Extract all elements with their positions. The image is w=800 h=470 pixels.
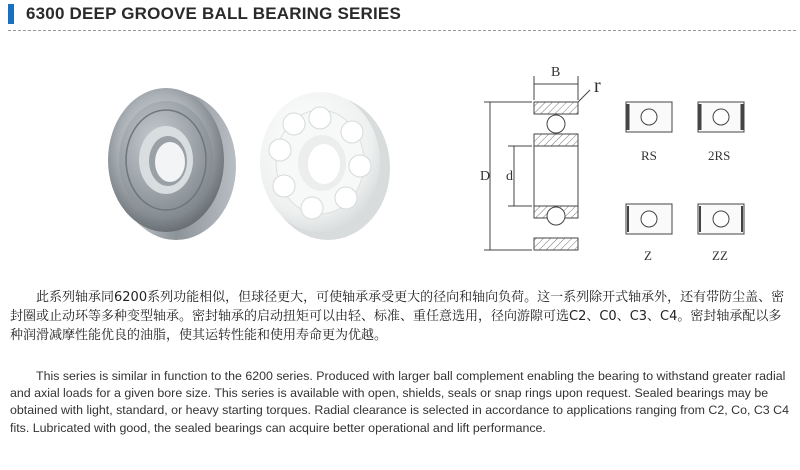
steel-bearing-photo — [108, 88, 236, 240]
dim-label-r: r — [594, 75, 601, 97]
variant-label-zz: ZZ — [712, 248, 728, 263]
description-chinese-text: 此系列轴承同6200系列功能相似，但球径更大，可使轴承承受更大的径向和轴向负荷。这一系列除开式轴承外，还有带防尘盖、密封圈或止动环等多种变型轴承。密封轴承的启动扭矩可以由轻、标准、重任意选用，径向游隙可选C2、C0、C3、C4。密封轴承配以多种润滑减摩性能优良的油脂，使其运转性能和使用寿命更为优越。 — [10, 290, 785, 343]
dim-label-outer-d: D — [480, 169, 491, 184]
cross-section — [484, 76, 590, 250]
variant-2rs — [698, 102, 744, 132]
bearing-dimension-drawing — [478, 56, 788, 271]
variant-zz — [698, 204, 744, 234]
ceramic-bearing-photo — [260, 92, 390, 240]
variant-label-2rs: 2RS — [708, 148, 731, 163]
variant-label-z: Z — [644, 248, 652, 263]
title-accent-bar — [8, 4, 14, 24]
variant-z — [626, 204, 672, 234]
dim-label-inner-d: d — [506, 169, 513, 184]
bearing-photos — [90, 62, 410, 242]
header-bar — [0, 0, 800, 30]
variant-label-rs: RS — [641, 148, 657, 163]
description-chinese — [10, 288, 790, 345]
description-english-text: This series is similar in function to the 6200 series. Produced with larger ball complement enabling the bearing to withstand greater radial and axial loads for a given bore size. This series is available with open, shields, seals or snap rings upon request. Sealed bearings may be obtained with light, standard, or heavy starting torques. Radial clearance is selected in accordance to applications ranging from C2, Co, C3 C4 fits. Lubricated with good, the sealed bearings can acquire better operational and lift performance. — [10, 369, 789, 435]
page-title: 6300 DEEP GROOVE BALL BEARING SERIES — [26, 4, 402, 23]
description-english — [10, 368, 794, 437]
title-divider — [8, 30, 796, 31]
variant-rs — [626, 102, 672, 132]
dim-label-b: B — [551, 65, 561, 80]
